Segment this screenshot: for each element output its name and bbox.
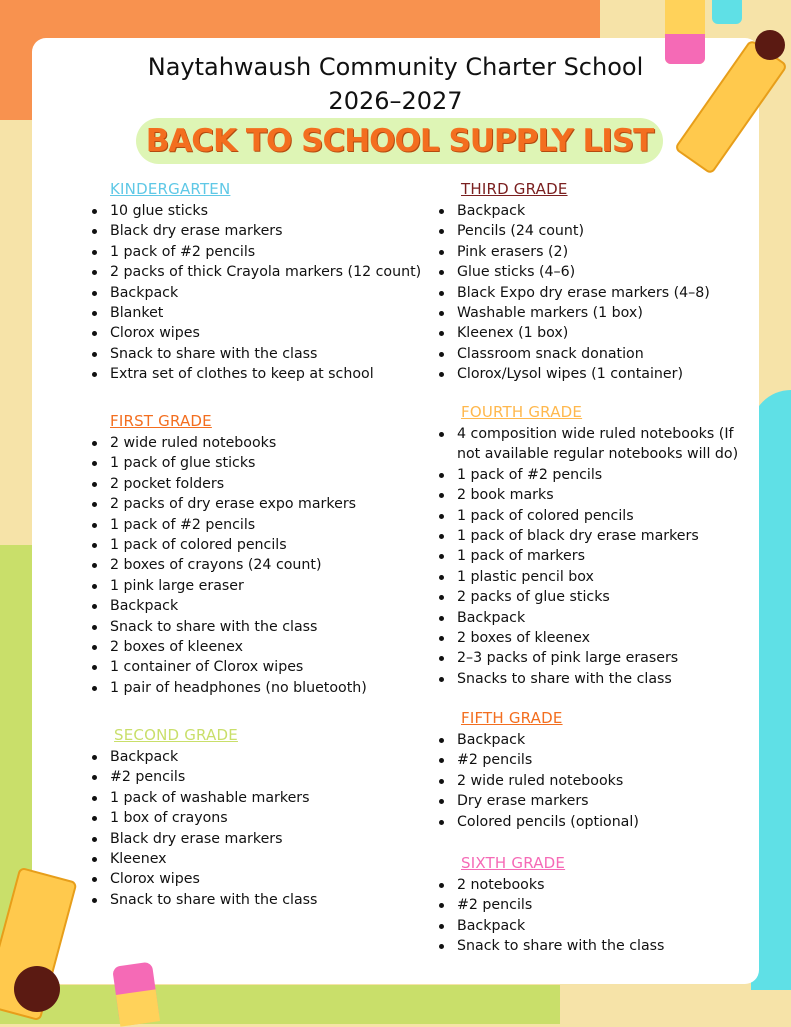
school-year: 2026–2027 — [328, 87, 463, 115]
list-item: 2 book marks — [439, 485, 739, 505]
list-item: Snack to share with the class — [92, 617, 422, 637]
section-second-grade — [92, 725, 422, 910]
list-item: 4 composition wide ruled notebooks (If not available regular notebooks will do) — [439, 424, 739, 465]
section-sixth-grade — [439, 853, 769, 957]
section-heading: FOURTH GRADE — [461, 403, 583, 421]
list-item: Snack to share with the class — [92, 344, 422, 364]
list-item: Glue sticks (4–6) — [439, 262, 769, 282]
list-item: 2 packs of dry erase expo markers — [92, 494, 422, 514]
list-item: #2 pencils — [439, 750, 769, 770]
list-item: 2 packs of glue sticks — [439, 587, 739, 607]
list-item: Clorox wipes — [92, 869, 422, 889]
section-heading: FIRST GRADE — [110, 412, 212, 430]
list-item: Backpack — [92, 596, 422, 616]
section-first-grade — [92, 411, 422, 698]
list-item: 1 pack of colored pencils — [92, 535, 422, 555]
supply-list — [92, 747, 422, 910]
list-item: 1 pack of black dry erase markers — [439, 526, 739, 546]
section-kindergarten — [92, 179, 422, 385]
supply-list — [439, 875, 769, 957]
section-heading: SECOND GRADE — [114, 726, 238, 744]
list-item: 2 pocket folders — [92, 474, 422, 494]
section-fourth-grade — [439, 402, 739, 689]
list-item: Washable markers (1 box) — [439, 303, 769, 323]
school-name: Naytahwaush Community Charter School — [147, 53, 644, 81]
list-item: Blanket — [92, 303, 422, 323]
list-item: 2 boxes of crayons (24 count) — [92, 555, 422, 575]
list-item: Backpack — [439, 916, 769, 936]
list-item: Backpack — [439, 730, 769, 750]
list-item: #2 pencils — [92, 767, 422, 787]
list-item: 1 pack of glue sticks — [92, 453, 422, 473]
list-item: 1 pack of #2 pencils — [92, 242, 422, 262]
list-item: Kleenex (1 box) — [439, 323, 769, 343]
list-item: 1 pack of #2 pencils — [439, 465, 739, 485]
list-item: 1 pack of colored pencils — [439, 506, 739, 526]
list-item: Kleenex — [92, 849, 422, 869]
list-item: 1 pack of #2 pencils — [92, 515, 422, 535]
list-item: 1 pack of washable markers — [92, 788, 422, 808]
section-heading: SIXTH GRADE — [461, 854, 566, 872]
list-item: 1 pack of markers — [439, 546, 739, 566]
list-item: 2 wide ruled notebooks — [92, 433, 422, 453]
supply-list — [439, 424, 739, 689]
pencil-icon — [116, 989, 160, 1026]
list-item: Backpack — [439, 608, 739, 628]
list-item: Snack to share with the class — [92, 890, 422, 910]
list-item: 1 box of crayons — [92, 808, 422, 828]
list-item: 10 glue sticks — [92, 201, 422, 221]
supply-list — [439, 730, 769, 832]
list-item: Backpack — [92, 747, 422, 767]
section-third-grade — [439, 179, 769, 385]
section-heading: THIRD GRADE — [461, 180, 568, 198]
list-item: 1 pink large eraser — [92, 576, 422, 596]
list-item: Black Expo dry erase markers (4–8) — [439, 283, 769, 303]
list-item: 2 boxes of kleenex — [92, 637, 422, 657]
section-heading: FIFTH GRADE — [461, 709, 563, 727]
supply-list — [439, 201, 769, 385]
supply-list — [92, 201, 422, 385]
background-green-bottom — [0, 985, 560, 1024]
crayon-box-icon — [712, 0, 742, 24]
list-item: Backpack — [439, 201, 769, 221]
list-item: 2–3 packs of pink large erasers — [439, 648, 739, 668]
list-item: Backpack — [92, 283, 422, 303]
paintbrush-icon — [14, 966, 60, 1012]
section-heading: KINDERGARTEN — [110, 180, 231, 198]
list-item: 1 plastic pencil box — [439, 567, 739, 587]
list-item: Pink erasers (2) — [439, 242, 769, 262]
list-item: Classroom snack donation — [439, 344, 769, 364]
list-item: 1 container of Clorox wipes — [92, 657, 422, 677]
list-item: 2 boxes of kleenex — [439, 628, 739, 648]
list-item: Black dry erase markers — [92, 221, 422, 241]
list-item: Snacks to share with the class — [439, 669, 739, 689]
list-item: Black dry erase markers — [92, 829, 422, 849]
list-item: Dry erase markers — [439, 791, 769, 811]
list-item: Snack to share with the class — [439, 936, 769, 956]
paintbrush-icon — [755, 30, 785, 60]
list-item: 2 notebooks — [439, 875, 769, 895]
list-item: Colored pencils (optional) — [439, 812, 769, 832]
list-item: Pencils (24 count) — [439, 221, 769, 241]
list-item: Clorox wipes — [92, 323, 422, 343]
list-item: #2 pencils — [439, 895, 769, 915]
section-fifth-grade — [439, 708, 769, 832]
list-item: 2 wide ruled notebooks — [439, 771, 769, 791]
supply-list — [92, 433, 422, 698]
list-item: 1 pair of headphones (no bluetooth) — [92, 678, 422, 698]
list-item: Extra set of clothes to keep at school — [92, 364, 422, 384]
list-item: 2 packs of thick Crayola markers (12 count) — [92, 262, 422, 282]
list-item: Clorox/Lysol wipes (1 container) — [439, 364, 769, 384]
page-title: BACK TO SCHOOL SUPPLY LIST — [145, 123, 654, 159]
